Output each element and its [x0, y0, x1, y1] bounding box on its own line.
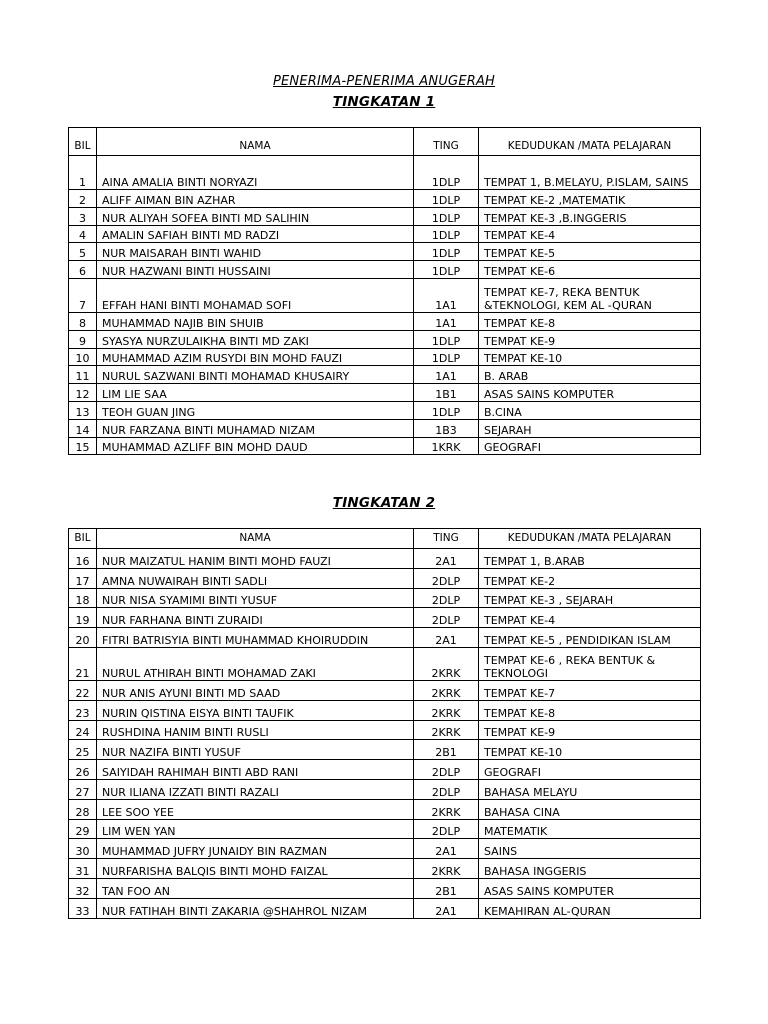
- cell-ting: 2DLP: [414, 568, 479, 588]
- cell-ting: 1DLP: [414, 348, 479, 366]
- table-row: [69, 898, 701, 918]
- cell-kedudukan: SAINS: [479, 839, 701, 859]
- cell-bil: 27: [69, 779, 97, 799]
- cell-nama: LIM WEN YAN: [97, 819, 414, 839]
- cell-ting: 2DLP: [414, 819, 479, 839]
- cell-ting: 1KRK: [414, 437, 479, 455]
- cell-ting: 2A1: [414, 898, 479, 918]
- cell-kedudukan: TEMPAT KE-8: [479, 312, 701, 330]
- cell-ting: 2KRK: [414, 680, 479, 700]
- table-row: [69, 799, 701, 819]
- table-row: [69, 859, 701, 879]
- table-row: [69, 760, 701, 780]
- cell-nama: NUR FARHANA BINTI ZURAIDI: [97, 608, 414, 628]
- cell-bil: 5: [69, 243, 97, 261]
- table-row: [69, 419, 701, 437]
- cell-ting: 1DLP: [414, 401, 479, 419]
- cell-bil: 1: [69, 156, 97, 190]
- cell-bil: 21: [69, 647, 97, 680]
- cell-nama: EFFAH HANI BINTI MOHAMAD SOFI: [97, 278, 414, 312]
- cell-bil: 13: [69, 401, 97, 419]
- cell-kedudukan: B.CINA: [479, 401, 701, 419]
- cell-nama: NUR FARZANA BINTI MUHAMAD NIZAM: [97, 419, 414, 437]
- cell-kedudukan: TEMPAT KE-4: [479, 608, 701, 628]
- cell-bil: 7: [69, 278, 97, 312]
- cell-kedudukan: TEMPAT KE-5 , PENDIDIKAN ISLAM: [479, 628, 701, 648]
- cell-kedudukan: TEMPAT KE-2 ,MATEMATIK: [479, 190, 701, 208]
- table-row: [69, 700, 701, 720]
- cell-bil: 18: [69, 588, 97, 608]
- table-row: [69, 401, 701, 419]
- cell-kedudukan: SEJARAH: [479, 419, 701, 437]
- cell-bil: 4: [69, 225, 97, 243]
- column-header-bil: BIL: [69, 529, 97, 549]
- cell-kedudukan: B. ARAB: [479, 366, 701, 384]
- table-row: [69, 366, 701, 384]
- column-header-kedudukan: KEDUDUKAN /MATA PELAJARAN: [479, 128, 701, 156]
- table-tingkatan-1: [68, 127, 701, 455]
- table-row: [69, 588, 701, 608]
- cell-bil: 28: [69, 799, 97, 819]
- table-row: [69, 647, 701, 680]
- cell-bil: 25: [69, 740, 97, 760]
- cell-kedudukan: MATEMATIK: [479, 819, 701, 839]
- cell-bil: 3: [69, 207, 97, 225]
- cell-ting: 2KRK: [414, 647, 479, 680]
- column-header-kedudukan: KEDUDUKAN /MATA PELAJARAN: [479, 529, 701, 549]
- cell-bil: 8: [69, 312, 97, 330]
- cell-kedudukan: TEMPAT KE-2: [479, 568, 701, 588]
- cell-kedudukan: TEMPAT KE-9: [479, 720, 701, 740]
- table-row: [69, 225, 701, 243]
- cell-bil: 32: [69, 878, 97, 898]
- cell-ting: 2KRK: [414, 700, 479, 720]
- cell-bil: 31: [69, 859, 97, 879]
- table-row: [69, 608, 701, 628]
- cell-nama: AMALIN SAFIAH BINTI MD RADZI: [97, 225, 414, 243]
- cell-bil: 20: [69, 628, 97, 648]
- table-row: [69, 568, 701, 588]
- table-row: [69, 243, 701, 261]
- cell-nama: SAIYIDAH RAHIMAH BINTI ABD RANI: [97, 760, 414, 780]
- cell-kedudukan: TEMPAT KE-8: [479, 700, 701, 720]
- cell-bil: 6: [69, 261, 97, 279]
- cell-bil: 29: [69, 819, 97, 839]
- cell-kedudukan: ASAS SAINS KOMPUTER: [479, 384, 701, 402]
- cell-ting: 1A1: [414, 312, 479, 330]
- cell-bil: 30: [69, 839, 97, 859]
- cell-ting: 2A1: [414, 628, 479, 648]
- table-tingkatan-2: [68, 528, 701, 919]
- table-row: [69, 779, 701, 799]
- column-header-bil: BIL: [69, 128, 97, 156]
- cell-bil: 22: [69, 680, 97, 700]
- cell-nama: LIM LIE SAA: [97, 384, 414, 402]
- cell-ting: 1DLP: [414, 261, 479, 279]
- section-heading-tingkatan-1: TINGKATAN 1: [332, 94, 436, 110]
- cell-nama: NURFARISHA BALQIS BINTI MOHD FAIZAL: [97, 859, 414, 879]
- cell-bil: 10: [69, 348, 97, 366]
- cell-kedudukan: TEMPAT KE-10: [479, 348, 701, 366]
- cell-kedudukan: TEMPAT KE-5: [479, 243, 701, 261]
- cell-bil: 2: [69, 190, 97, 208]
- cell-kedudukan: TEMPAT KE-4: [479, 225, 701, 243]
- cell-bil: 23: [69, 700, 97, 720]
- cell-ting: 2KRK: [414, 859, 479, 879]
- cell-nama: NURUL ATHIRAH BINTI MOHAMAD ZAKI: [97, 647, 414, 680]
- cell-kedudukan: TEMPAT KE-10: [479, 740, 701, 760]
- cell-kedudukan: BAHASA CINA: [479, 799, 701, 819]
- cell-ting: 2DLP: [414, 779, 479, 799]
- table-row: [69, 156, 701, 190]
- cell-ting: 1DLP: [414, 190, 479, 208]
- cell-nama: AINA AMALIA BINTI NORYAZI: [97, 156, 414, 190]
- table-row: [69, 628, 701, 648]
- cell-ting: 2B1: [414, 878, 479, 898]
- cell-bil: 12: [69, 384, 97, 402]
- table-header-row: [69, 128, 701, 156]
- cell-bil: 11: [69, 366, 97, 384]
- cell-kedudukan: TEMPAT KE-9: [479, 330, 701, 348]
- cell-bil: 17: [69, 568, 97, 588]
- table-row: [69, 549, 701, 569]
- column-header-ting: TING: [414, 529, 479, 549]
- cell-nama: FITRI BATRISYIA BINTI MUHAMMAD KHOIRUDDIN: [97, 628, 414, 648]
- cell-ting: 1A1: [414, 366, 479, 384]
- cell-kedudukan: TEMPAT KE-7, REKA BENTUK &TEKNOLOGI, KEM AL -QURAN: [479, 278, 701, 312]
- cell-bil: 33: [69, 898, 97, 918]
- cell-kedudukan: BAHASA INGGERIS: [479, 859, 701, 879]
- cell-nama: NUR NAZIFA BINTI YUSUF: [97, 740, 414, 760]
- cell-ting: 1B3: [414, 419, 479, 437]
- cell-nama: NUR ALIYAH SOFEA BINTI MD SALIHIN: [97, 207, 414, 225]
- cell-nama: SYASYA NURZULAIKHA BINTI MD ZAKI: [97, 330, 414, 348]
- cell-nama: TEOH GUAN JING: [97, 401, 414, 419]
- column-header-ting: TING: [414, 128, 479, 156]
- cell-ting: 2KRK: [414, 720, 479, 740]
- cell-bil: 9: [69, 330, 97, 348]
- cell-ting: 1A1: [414, 278, 479, 312]
- column-header-nama: NAMA: [97, 529, 414, 549]
- cell-kedudukan: TEMPAT KE-3 ,B.INGGERIS: [479, 207, 701, 225]
- cell-kedudukan: GEOGRAFI: [479, 760, 701, 780]
- cell-nama: TAN FOO AN: [97, 878, 414, 898]
- table-body: [69, 549, 701, 919]
- cell-nama: NUR MAISARAH BINTI WAHID: [97, 243, 414, 261]
- cell-kedudukan: TEMPAT 1, B.MELAYU, P.ISLAM, SAINS: [479, 156, 701, 190]
- table-row: [69, 330, 701, 348]
- cell-bil: 15: [69, 437, 97, 455]
- cell-nama: NUR HAZWANI BINTI HUSSAINI: [97, 261, 414, 279]
- table-row: [69, 680, 701, 700]
- table-row: [69, 190, 701, 208]
- cell-kedudukan: BAHASA MELAYU: [479, 779, 701, 799]
- table-row: [69, 740, 701, 760]
- cell-nama: AMNA NUWAIRAH BINTI SADLI: [97, 568, 414, 588]
- cell-kedudukan: TEMPAT KE-6: [479, 261, 701, 279]
- table-row: [69, 384, 701, 402]
- cell-nama: MUHAMMAD NAJIB BIN SHUIB: [97, 312, 414, 330]
- cell-nama: MUHAMMAD AZIM RUSYDI BIN MOHD FAUZI: [97, 348, 414, 366]
- cell-nama: NURUL SAZWANI BINTI MOHAMAD KHUSAIRY: [97, 366, 414, 384]
- table-row: [69, 819, 701, 839]
- cell-ting: 2DLP: [414, 608, 479, 628]
- cell-kedudukan: TEMPAT KE-7: [479, 680, 701, 700]
- table-row: [69, 878, 701, 898]
- cell-nama: MUHAMMAD JUFRY JUNAIDY BIN RAZMAN: [97, 839, 414, 859]
- cell-kedudukan: TEMPAT KE-3 , SEJARAH: [479, 588, 701, 608]
- cell-nama: NUR MAIZATUL HANIM BINTI MOHD FAUZI: [97, 549, 414, 569]
- cell-kedudukan: GEOGRAFI: [479, 437, 701, 455]
- cell-ting: 2KRK: [414, 799, 479, 819]
- cell-bil: 24: [69, 720, 97, 740]
- cell-nama: LEE SOO YEE: [97, 799, 414, 819]
- cell-kedudukan: KEMAHIRAN AL-QURAN: [479, 898, 701, 918]
- cell-ting: 1DLP: [414, 330, 479, 348]
- cell-ting: 1DLP: [414, 243, 479, 261]
- cell-bil: 16: [69, 549, 97, 569]
- cell-ting: 2A1: [414, 839, 479, 859]
- cell-nama: RUSHDINA HANIM BINTI RUSLI: [97, 720, 414, 740]
- cell-bil: 14: [69, 419, 97, 437]
- cell-kedudukan: TEMPAT KE-6 , REKA BENTUK & TEKNOLOGI: [479, 647, 701, 680]
- table-row: [69, 278, 701, 312]
- cell-kedudukan: ASAS SAINS KOMPUTER: [479, 878, 701, 898]
- cell-ting: 2DLP: [414, 760, 479, 780]
- cell-nama: NUR FATIHAH BINTI ZAKARIA @SHAHROL NIZAM: [97, 898, 414, 918]
- cell-nama: NUR ANIS AYUNI BINTI MD SAAD: [97, 680, 414, 700]
- cell-nama: ALIFF AIMAN BIN AZHAR: [97, 190, 414, 208]
- table-row: [69, 437, 701, 455]
- cell-ting: 1DLP: [414, 156, 479, 190]
- table-row: [69, 207, 701, 225]
- cell-bil: 26: [69, 760, 97, 780]
- cell-ting: 1DLP: [414, 207, 479, 225]
- table-row: [69, 348, 701, 366]
- table-row: [69, 261, 701, 279]
- table-header-row: [69, 529, 701, 549]
- cell-kedudukan: TEMPAT 1, B.ARAB: [479, 549, 701, 569]
- cell-bil: 19: [69, 608, 97, 628]
- column-header-nama: NAMA: [97, 128, 414, 156]
- cell-ting: 2B1: [414, 740, 479, 760]
- page-title: PENERIMA-PENERIMA ANUGERAH: [272, 74, 496, 89]
- cell-ting: 1DLP: [414, 225, 479, 243]
- cell-nama: NUR ILIANA IZZATI BINTI RAZALI: [97, 779, 414, 799]
- table-row: [69, 720, 701, 740]
- section-heading-tingkatan-2: TINGKATAN 2: [332, 495, 436, 511]
- table-body: [69, 156, 701, 455]
- cell-ting: 2DLP: [414, 588, 479, 608]
- cell-nama: MUHAMMAD AZLIFF BIN MOHD DAUD: [97, 437, 414, 455]
- table-row: [69, 312, 701, 330]
- cell-nama: NURIN QISTINA EISYA BINTI TAUFIK: [97, 700, 414, 720]
- table-row: [69, 839, 701, 859]
- cell-ting: 1B1: [414, 384, 479, 402]
- cell-nama: NUR NISA SYAMIMI BINTI YUSUF: [97, 588, 414, 608]
- cell-ting: 2A1: [414, 549, 479, 569]
